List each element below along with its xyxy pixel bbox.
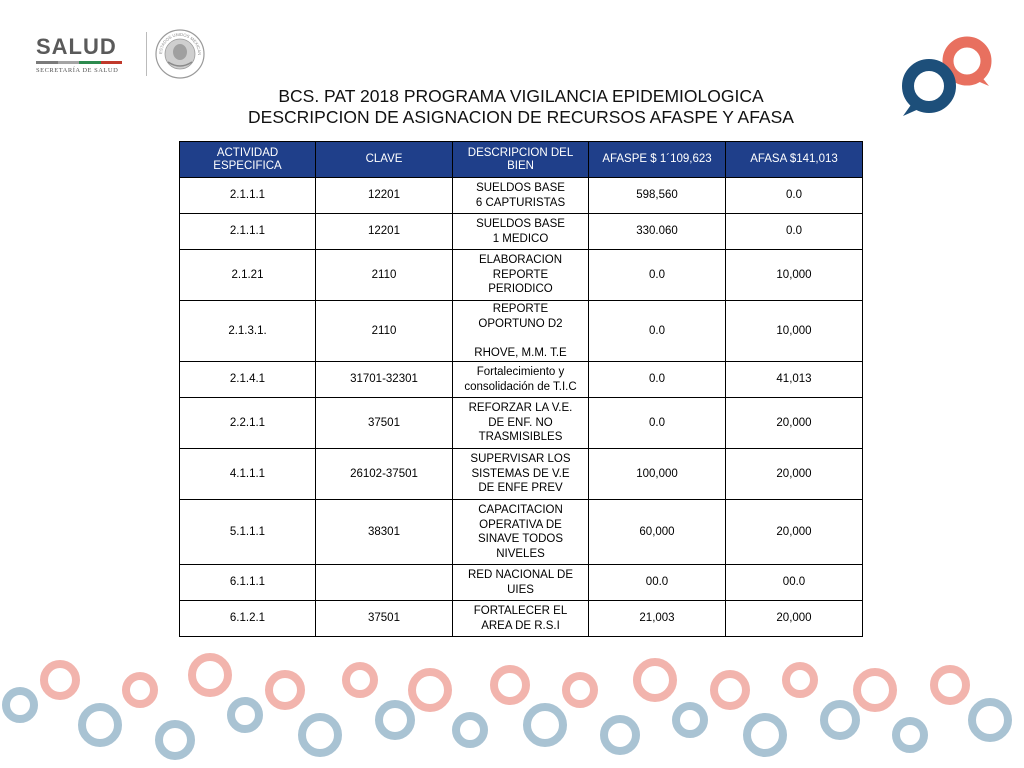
decor-ring [714, 674, 746, 706]
decor-ring [896, 721, 924, 749]
cell-afaspe: 0.0 [589, 398, 726, 449]
decor-ring [302, 717, 338, 753]
decor-ring [527, 707, 563, 743]
table-row [180, 178, 863, 214]
cell-clave: 2110 [316, 250, 453, 301]
page-title [180, 86, 862, 128]
table-row [180, 301, 863, 362]
decor-ring [566, 676, 594, 704]
cell-actividad: 5.1.1.1 [180, 500, 316, 565]
cell-afaspe: 330.060 [589, 214, 726, 250]
cell-descripcion: ELABORACION REPORTE PERIODICO [453, 250, 589, 301]
cell-clave: 31701-32301 [316, 362, 453, 398]
decor-ring [747, 717, 783, 753]
header-clave: CLAVE [316, 142, 453, 178]
decor-ring [192, 657, 228, 693]
table-row [180, 362, 863, 398]
cell-actividad: 6.1.1.1 [180, 565, 316, 601]
header-descripcion: DESCRIPCION DEL BIEN [453, 142, 589, 178]
cell-afaspe: 598,560 [589, 178, 726, 214]
salud-logo-subtext: SECRETARÍA DE SALUD [36, 67, 119, 74]
cell-descripcion: REFORZAR LA V.E. DE ENF. NO TRASMISIBLES [453, 398, 589, 449]
table-row [180, 214, 863, 250]
cell-afaspe: 0.0 [589, 250, 726, 301]
logo-divider [146, 32, 147, 76]
cell-afasa: 20,000 [726, 449, 863, 500]
cell-descripcion: SUPERVISAR LOS SISTEMAS DE V.E DE ENFE PREV [453, 449, 589, 500]
decor-ring [934, 669, 966, 701]
cell-afaspe: 0.0 [589, 301, 726, 362]
seal-text: ESTADOS UNIDOS MEXICAN [157, 31, 203, 56]
decor-ring [412, 672, 448, 708]
decor-ring [824, 704, 856, 736]
decor-ring [6, 691, 34, 719]
cell-clave: 12201 [316, 214, 453, 250]
cell-actividad: 2.1.3.1. [180, 301, 316, 362]
decor-ring [379, 704, 411, 736]
cell-clave: 26102-37501 [316, 449, 453, 500]
cell-actividad: 2.1.1.1 [180, 178, 316, 214]
decor-ring [82, 707, 118, 743]
cell-descripcion: FORTALECER EL AREA DE R.S.I [453, 601, 589, 637]
cell-clave: 12201 [316, 178, 453, 214]
cell-afasa: 20,000 [726, 601, 863, 637]
cell-afasa: 20,000 [726, 398, 863, 449]
decor-ring [857, 672, 893, 708]
table-row [180, 449, 863, 500]
national-seal-icon [154, 28, 206, 80]
decor-ring [269, 674, 301, 706]
cell-actividad: 2.1.1.1 [180, 214, 316, 250]
decor-ring [494, 669, 526, 701]
header-actividad: ACTIVIDAD ESPECIFICA [180, 142, 316, 178]
decor-ring [126, 676, 154, 704]
brand-mark-icon [895, 28, 999, 124]
cell-clave: 37501 [316, 398, 453, 449]
logo-color-bar [36, 61, 122, 64]
title-line-2: DESCRIPCION DE ASIGNACION DE RECURSOS AFASPE Y AFASA [248, 107, 794, 127]
cell-afaspe: 100,000 [589, 449, 726, 500]
decor-ring [456, 716, 484, 744]
cell-descripcion: Fortalecimiento y consolidación de T.I.C [453, 362, 589, 398]
cell-descripcion: SUELDOS BASE 1 MEDICO [453, 214, 589, 250]
decor-ring [231, 701, 259, 729]
cell-actividad: 6.1.2.1 [180, 601, 316, 637]
cell-afasa: 0.0 [726, 178, 863, 214]
cell-afasa: 10,000 [726, 250, 863, 301]
table-row [180, 398, 863, 449]
cell-afaspe: 0.0 [589, 362, 726, 398]
decor-ring [676, 706, 704, 734]
cell-descripcion: REPORTE OPORTUNO D2 RHOVE, M.M. T.E [453, 301, 589, 362]
cell-descripcion: SUELDOS BASE 6 CAPTURISTAS [453, 178, 589, 214]
decor-ring [159, 724, 191, 756]
decorative-pattern [0, 630, 1024, 768]
cell-afasa: 41,013 [726, 362, 863, 398]
decor-ring [637, 662, 673, 698]
cell-clave: 37501 [316, 601, 453, 637]
cell-actividad: 2.2.1.1 [180, 398, 316, 449]
decor-ring [44, 664, 76, 696]
table-row [180, 565, 863, 601]
cell-actividad: 4.1.1.1 [180, 449, 316, 500]
cell-actividad: 2.1.21 [180, 250, 316, 301]
table-row [180, 500, 863, 565]
salud-logo [36, 36, 136, 76]
cell-descripcion: RED NACIONAL DE UIES [453, 565, 589, 601]
cell-actividad: 2.1.4.1 [180, 362, 316, 398]
table-row [180, 250, 863, 301]
table-header-row [180, 142, 863, 178]
cell-afasa: 0.0 [726, 214, 863, 250]
header-afasa: AFASA $141,013 [726, 142, 863, 178]
cell-clave: 38301 [316, 500, 453, 565]
cell-afaspe: 60,000 [589, 500, 726, 565]
cell-afasa: 00.0 [726, 565, 863, 601]
salud-logo-text: SALUD [36, 34, 117, 59]
resource-allocation-table [179, 141, 863, 637]
cell-descripcion: CAPACITACION OPERATIVA DE SINAVE TODOS NIVELES [453, 500, 589, 565]
cell-afasa: 10,000 [726, 301, 863, 362]
cell-afasa: 20,000 [726, 500, 863, 565]
cell-clave [316, 565, 453, 601]
cell-afaspe: 00.0 [589, 565, 726, 601]
header-afaspe: AFASPE $ 1´109,623 [589, 142, 726, 178]
decor-ring [972, 702, 1008, 738]
cell-clave: 2110 [316, 301, 453, 362]
decor-ring [346, 666, 374, 694]
table-body [180, 178, 863, 637]
decor-ring [786, 666, 814, 694]
decor-ring [604, 719, 636, 751]
cell-afaspe: 21,003 [589, 601, 726, 637]
title-line-1: BCS. PAT 2018 PROGRAMA VIGILANCIA EPIDEMIOLOGICA [278, 86, 764, 106]
